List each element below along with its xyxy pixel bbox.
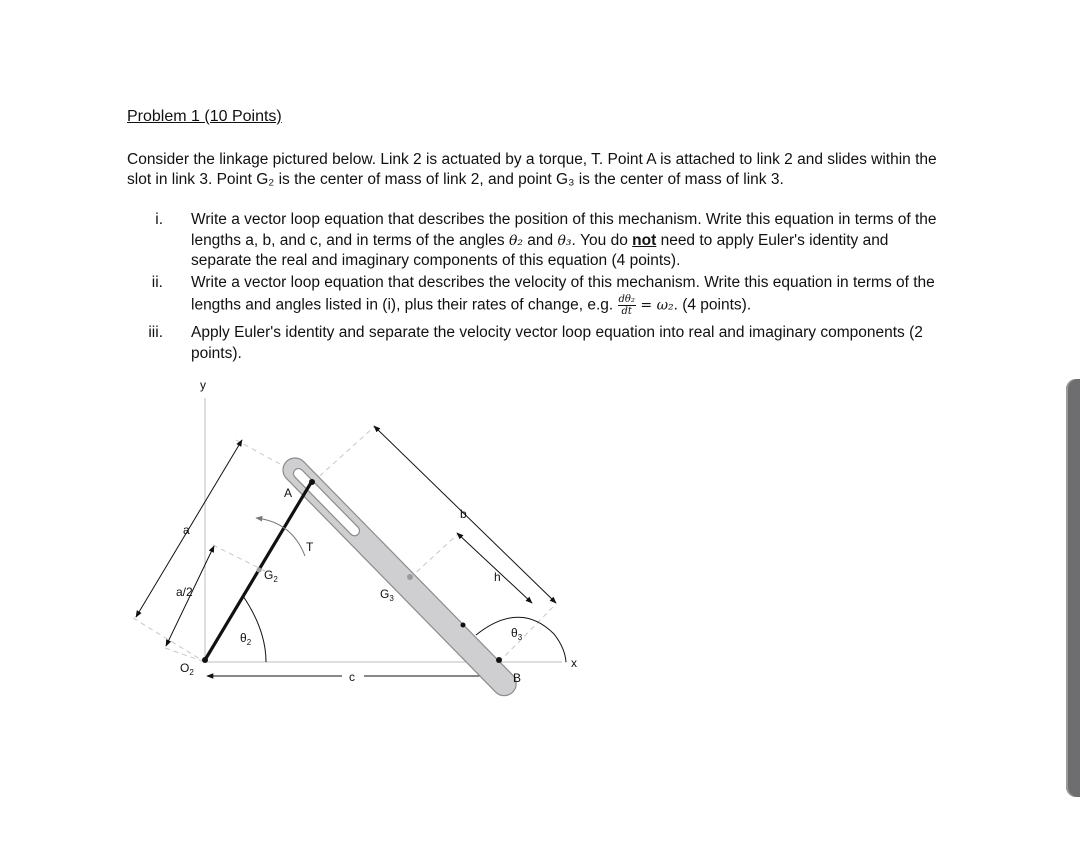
question-text: Apply Euler's identity and separate the velocity vector loop equation into real and imaginary components (2 points). (191, 324, 923, 362)
label-h: h (494, 570, 501, 584)
side-panel-handle[interactable] (1066, 379, 1080, 797)
torque-arrow (256, 518, 305, 556)
question-number: i. (155, 211, 163, 228)
g3-point (407, 574, 413, 580)
label-T: T (306, 540, 314, 554)
point-O2 (202, 657, 208, 663)
derivative-fraction: $\frac{\text{dθ₂}}{dt}$ (618, 293, 635, 317)
label-B: B (513, 671, 522, 685)
label-y: y (200, 378, 206, 392)
question-number: iii. (148, 324, 163, 341)
link3-dot (461, 623, 466, 628)
question-number: ii. (151, 274, 163, 291)
question-text: Write a vector loop equation that describes the position of this mechanism. Write this equation in terms of the lengths a, b, and c, and in terms of the angles θ₂ and θ₃. You do not need to apply Euler's identity and separate the real and imaginary components of this equation (4 points). (191, 211, 937, 269)
label-theta2: $\theta_2$ (240, 631, 252, 647)
label-O2: $O_2$ (180, 661, 194, 677)
question-text: Write a vector loop equation that describes the velocity of this mechanism. Write this equation in terms of the lengths and angles listed in (i), plus their rates of change, e.g. $\frac{\text{dθ₂}}{dt}$ = ω₂. (4 points). (191, 274, 935, 317)
point-A (309, 479, 315, 485)
label-x: x (571, 656, 577, 670)
link-3 (278, 453, 521, 701)
label-G2: $G_2$ (264, 568, 278, 584)
label-G3: $G_3$ (380, 587, 394, 603)
label-c: c (349, 670, 355, 684)
problem-title: Problem 1 (10 Points) (127, 108, 282, 125)
point-B (496, 657, 502, 663)
label-theta3: $\theta_3$ (511, 626, 523, 642)
label-a-half: a/2 (176, 585, 193, 599)
label-b: b (460, 507, 467, 521)
construction-lines (133, 427, 556, 690)
emphasis-not: not (632, 231, 657, 249)
theta2-arc (243, 596, 266, 662)
problem-intro: Consider the linkage pictured below. Link 2 is actuated by a torque, T. Point A is attached to link 2 and slides within the slot in link 3. Point G₂ is the center of mass of link 2, and point G₃ is the center of mass of link 3. (127, 151, 937, 188)
g2-point (257, 568, 262, 573)
label-a: a (183, 523, 190, 537)
label-A: A (284, 486, 293, 500)
